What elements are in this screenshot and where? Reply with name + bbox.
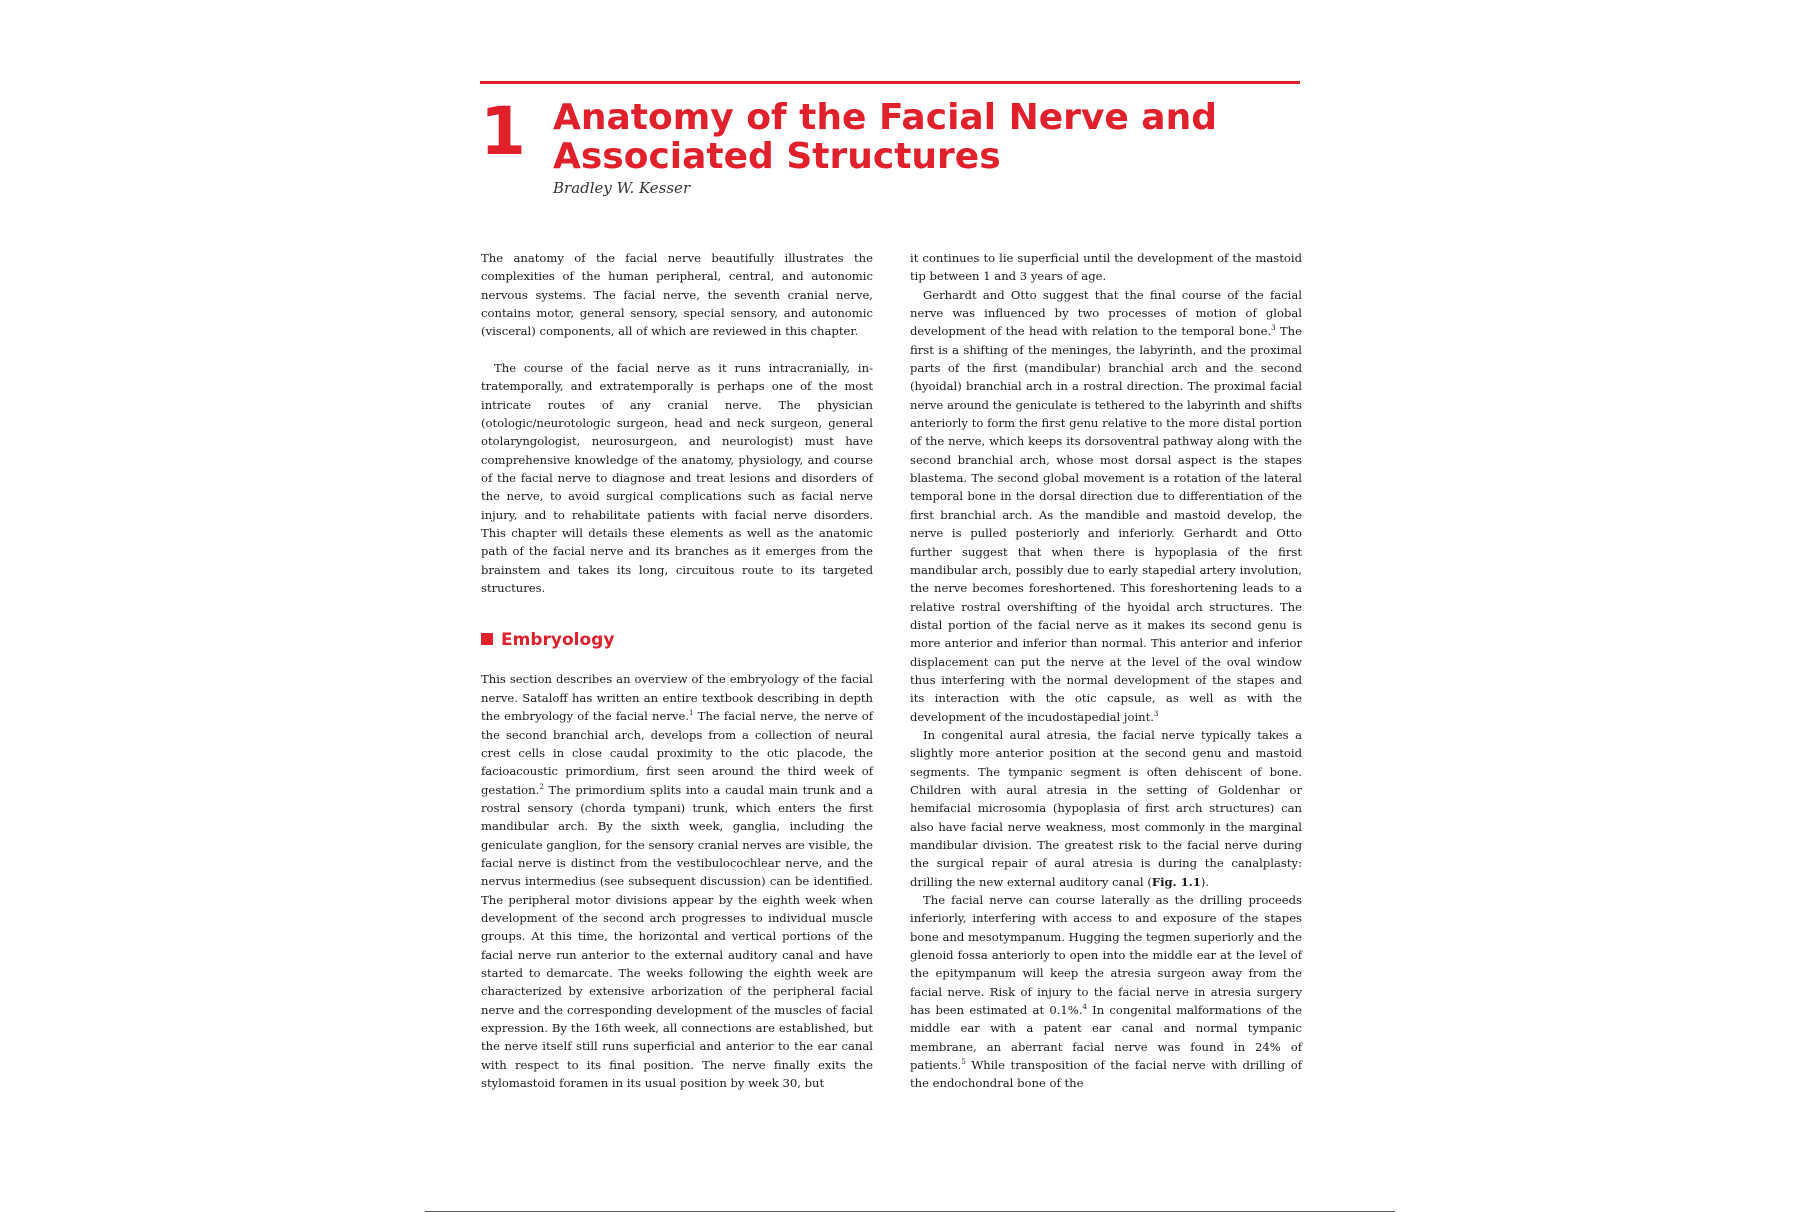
text-run: In congenital aural atresia, the facial nerve typically takes a slightly more anterior position at the second genu and mastoid segments. The tympanic segment is often dehiscent of bone. Children with aural atresia in the setting of Goldenhar or hemifacial microsomia (hypoplasia of first arch structures) can also have facial nerve weakness, most commonly in the marginal mandibular division. The greatest risk to the facial nerve during the surgical repair of aural atresia is during the canalplasty: drilling the new external auditory canal ( bbox=[910, 727, 1302, 889]
embryology-paragraph-1 bbox=[481, 670, 873, 1092]
reference-superscript: 3 bbox=[1153, 709, 1159, 718]
left-column bbox=[481, 249, 873, 1092]
chapter-number: 1 bbox=[480, 93, 526, 170]
reference-superscript: 4 bbox=[1082, 1003, 1087, 1012]
right-column bbox=[910, 249, 1302, 1093]
continued-paragraph: it continues to lie superficial until the development of the mastoid tip between 1 and 3 years of age. bbox=[910, 251, 1302, 284]
chapter-title bbox=[553, 98, 1273, 176]
section-heading-text: Embryology bbox=[501, 630, 615, 651]
reference-superscript: 5 bbox=[961, 1058, 966, 1067]
intro-paragraph-1: The anatomy of the facial nerve beautifully illustrates the complexities of the human peripheral, central, and autonomic nervous systems. The facial nerve, the seventh cranial nerve, contains motor, general sensory, special sensory, and autonomic (visceral) components, all of which are reviewed in this chapter. bbox=[481, 251, 873, 339]
section-marker-square bbox=[481, 633, 493, 645]
text-run: The first is a shifting of the meninges, the labyrinth, and the proximal parts of the first (mandibular) branchial arch and the second (hyoidal) branchial arch in a rostral direction. The proximal facial nerve around the geniculate is tethered to the labyrinth and shifts anteriorly to form the first genu relative to the more distal portion of the nerve, which keeps its dorsoventral pathway along with the second branchial arch, whose most dorsal aspect is the stapes blastema. The second global movement is a rotation of the lateral temporal bone in the dorsal direction due to differentiation of the first branchial arch. As the mandible and mastoid develop, the nerve is pulled posteriorly and inferiorly. Gerhardt and Otto further suggest that when there is hypoplasia of the first mandibular arch, possibly due to early stapedial artery involution, the nerve becomes foreshortened. This foreshortening leads to a relative rostral overshifting of the hyoidal arch structures. The distal portion of the facial nerve as it makes its second genu is more anterior and inferior than normal. This anterior and inferior displacement can put the nerve at the level of the oval window thus interfering with the normal development of the stapes and its interaction with the otic capsule, as well as with the development of the incudostapedial joint. bbox=[910, 324, 1302, 724]
text-run: The primordium splits into a caudal main trunk and a rostral sensory (chorda tympani) trunk, which enters the first mandibular arch. By the sixth week, ganglia, including the geniculate ganglion, for the sensory cranial nerves are visible, the facial nerve is distinct from the vestibulocochlear nerve, and the nervus intermedius (see subsequent discussion) can be identified. The peripheral motor divisions appear by the eighth week when development of the second arch progresses to individual muscle groups. At this time, the horizontal and vertical portions of the facial nerve run anterior to the external auditory canal and have started to demarcate. The weeks following the eighth week are characterized by extensive arborization of the peripheral facial nerve and the corresponding development of the muscles of facial expression. By the 16th week, all connections are established, but the nerve itself still runs superficial and anterior to the ear canal with respect to its final position. The nerve finally exits the stylomastoid foramen in its usual position by week 30, but bbox=[481, 782, 873, 1091]
reference-superscript: 1 bbox=[689, 709, 694, 718]
chapter-author: Bradley W. Kesser bbox=[553, 179, 691, 197]
top-rule bbox=[480, 81, 1300, 84]
drilling-paragraph bbox=[910, 891, 1302, 1093]
aural-atresia-paragraph bbox=[910, 726, 1302, 891]
text-run: In congenital malformations of the middle ear with a patent ear canal and normal tympanic membrane, an aberrant facial nerve was found in 24% of patients. bbox=[910, 1003, 1302, 1073]
section-heading-embryology bbox=[481, 629, 873, 651]
text-run: The facial nerve can course laterally as the drilling proceeds inferiorly, interfering with access to and exposure of the stapes bone and mesotympanum. Hugging the tegmen superiorly and the glenoid fossa anteriorly to open into the middle ear at the level of the epitympanum will keep the atresia surgeon away from the facial nerve. Risk of injury to the facial nerve in atresia surgery has been estimated at 0.1%. bbox=[910, 893, 1302, 1018]
text-run: The facial nerve, the nerve of the second branchial arch, develops from a collection of neural crest cells in close caudal proximity to the otic placode, the facioacoustic primordium, first seen around the third week of gestation. bbox=[481, 709, 873, 797]
reference-superscript: 2 bbox=[539, 782, 544, 791]
text-run: ). bbox=[1200, 874, 1210, 889]
text-run: This section describes an overview of the embryology of the facial nerve. Sataloff has written an entire textbook describing in depth the embryology of the facial nerve. bbox=[481, 672, 873, 724]
intro-paragraph-2: The course of the facial nerve as it runs intracranially, intratemporally, and extratemporally is perhaps one of the most intricate routes of any cranial nerve. The physician (otologic/neurotologic surgeon, head and neck surgeon, general otolaryngologist, neurosurgeon, and neurologist) must have comprehensive knowledge of the anatomy, physiology, and course of the facial nerve to diagnose and treat lesions and disorders of the nerve, to avoid surgical complications such as facial nerve injury, and to rehabilitate patients with facial nerve disorders. This chapter will details these elements as well as the anatomic path of the facial nerve and its branches as it emerges from the brainstem and takes its long, circuitous route to its targeted structures. bbox=[481, 361, 873, 596]
text-run: Gerhardt and Otto suggest that the final course of the facial nerve was influenced by two processes of motion of global development of the head with relation to the temporal bone. bbox=[910, 287, 1302, 339]
gerhardt-otto-paragraph bbox=[910, 286, 1302, 726]
chapter-title-line-2: Associated Structures bbox=[553, 136, 1001, 177]
text-run: While transposition of the facial nerve with drilling of the endochondral bone of the bbox=[910, 1058, 1302, 1091]
figure-reference-link[interactable]: Fig. 1.1 bbox=[1151, 874, 1201, 889]
embryology-section bbox=[481, 629, 873, 1092]
chapter-title-line-1: Anatomy of the Facial Nerve and bbox=[553, 97, 1217, 138]
reference-superscript: 3 bbox=[1271, 324, 1276, 333]
